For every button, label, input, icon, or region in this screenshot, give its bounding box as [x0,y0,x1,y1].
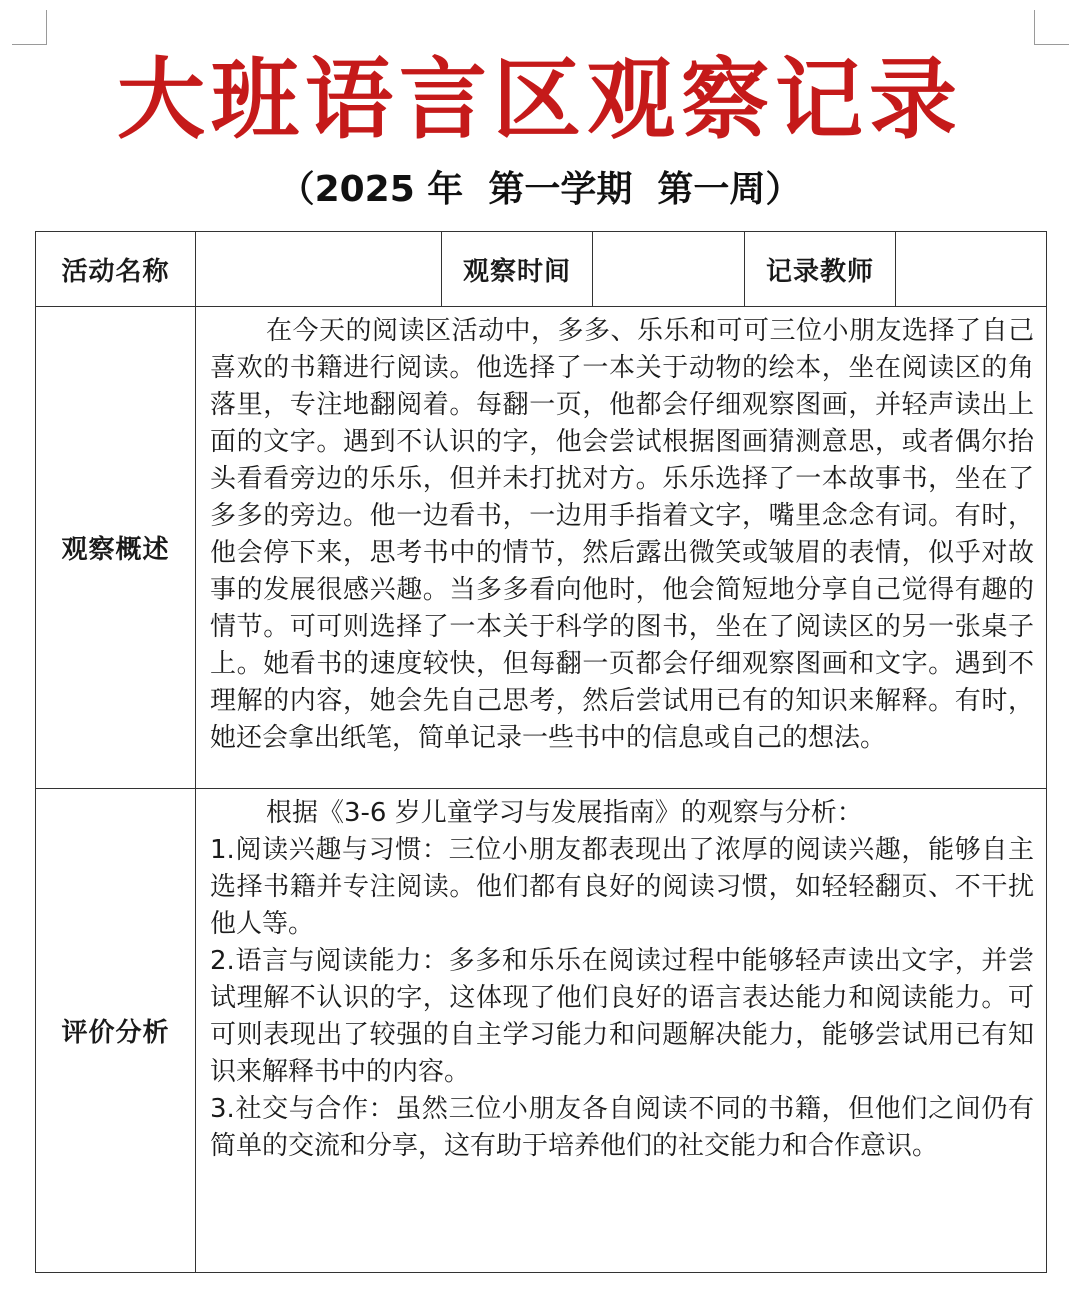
overview-label: 观察概述 [36,307,196,789]
page-corner-mark-top-left [12,10,47,45]
analysis-row [36,789,1047,1273]
document-title: 大班语言区观察记录 [116,48,963,151]
document-subtitle: （2025 年 第一学期 第一周） [278,169,802,210]
analysis-intro: 根据《3-6 岁儿童学习与发展指南》的观察与分析： [266,798,863,828]
activity-name-field[interactable] [196,232,442,307]
analysis-point-1: 1.阅读兴趣与习惯：三位小朋友都表现出了浓厚的阅读兴趣，能够自主选择书籍并专注阅读。他们都有良好的阅读习惯，如轻轻翻页、不干扰他人等。 [210,835,1034,939]
overview-text: 在今天的阅读区活动中，多多、乐乐和可可三位小朋友选择了自己喜欢的书籍进行阅读。他选择了一本关于动物的绘本，坐在阅读区的角落里，专注地翻阅着。每翻一页，他都会仔细观察图画，并轻声读出上面的文字。遇到不认识的字，他会尝试根据图画猜测意思，或者偶尔抬头看看旁边的乐乐，但并未打扰对方。乐乐选择了一本故事书，坐在了多多的旁边。他一边看书，一边用手指着文字，嘴里念念有词。有时，他会停下来，思考书中的情节，然后露出微笑或皱眉的表情，似乎对故事的发展很感兴趣。当多多看向他时，他会简短地分享自己觉得有趣的情节。可可则选择了一本关于科学的图书，坐在了阅读区的另一张桌子上。她看书的速度较快，但每翻一页都会仔细观察图画和文字。遇到不理解的内容，她会先自己思考，然后尝试用已有的知识来解释。有时，她还会拿出纸笔，简单记录一些书中的信息或自己的想法。 [210,316,1034,753]
analysis-content [196,789,1047,1273]
teacher-label: 记录教师 [745,232,896,307]
analysis-label: 评价分析 [36,789,196,1273]
analysis-point-3: 3.社交与合作：虽然三位小朋友各自阅读不同的书籍，但他们之间仍有简单的交流和分享，这有助于培养他们的社交能力和合作意识。 [210,1094,1034,1161]
teacher-field[interactable] [896,232,1047,307]
header-row [36,232,1047,307]
overview-content [196,307,1047,789]
overview-row [36,307,1047,789]
observe-time-field[interactable] [593,232,745,307]
analysis-point-2: 2.语言与阅读能力：多多和乐乐在阅读过程中能够轻声读出文字，并尝试理解不认识的字，这体现了他们良好的语言表达能力和阅读能力。可可则表现出了较强的自主学习能力和问题解决能力，能够尝试用已有知识来解释书中的内容。 [210,946,1034,1087]
observe-time-label: 观察时间 [442,232,593,307]
page-corner-mark-top-right [1034,10,1069,45]
activity-name-label: 活动名称 [36,232,196,307]
observation-record-table [35,231,1047,1273]
